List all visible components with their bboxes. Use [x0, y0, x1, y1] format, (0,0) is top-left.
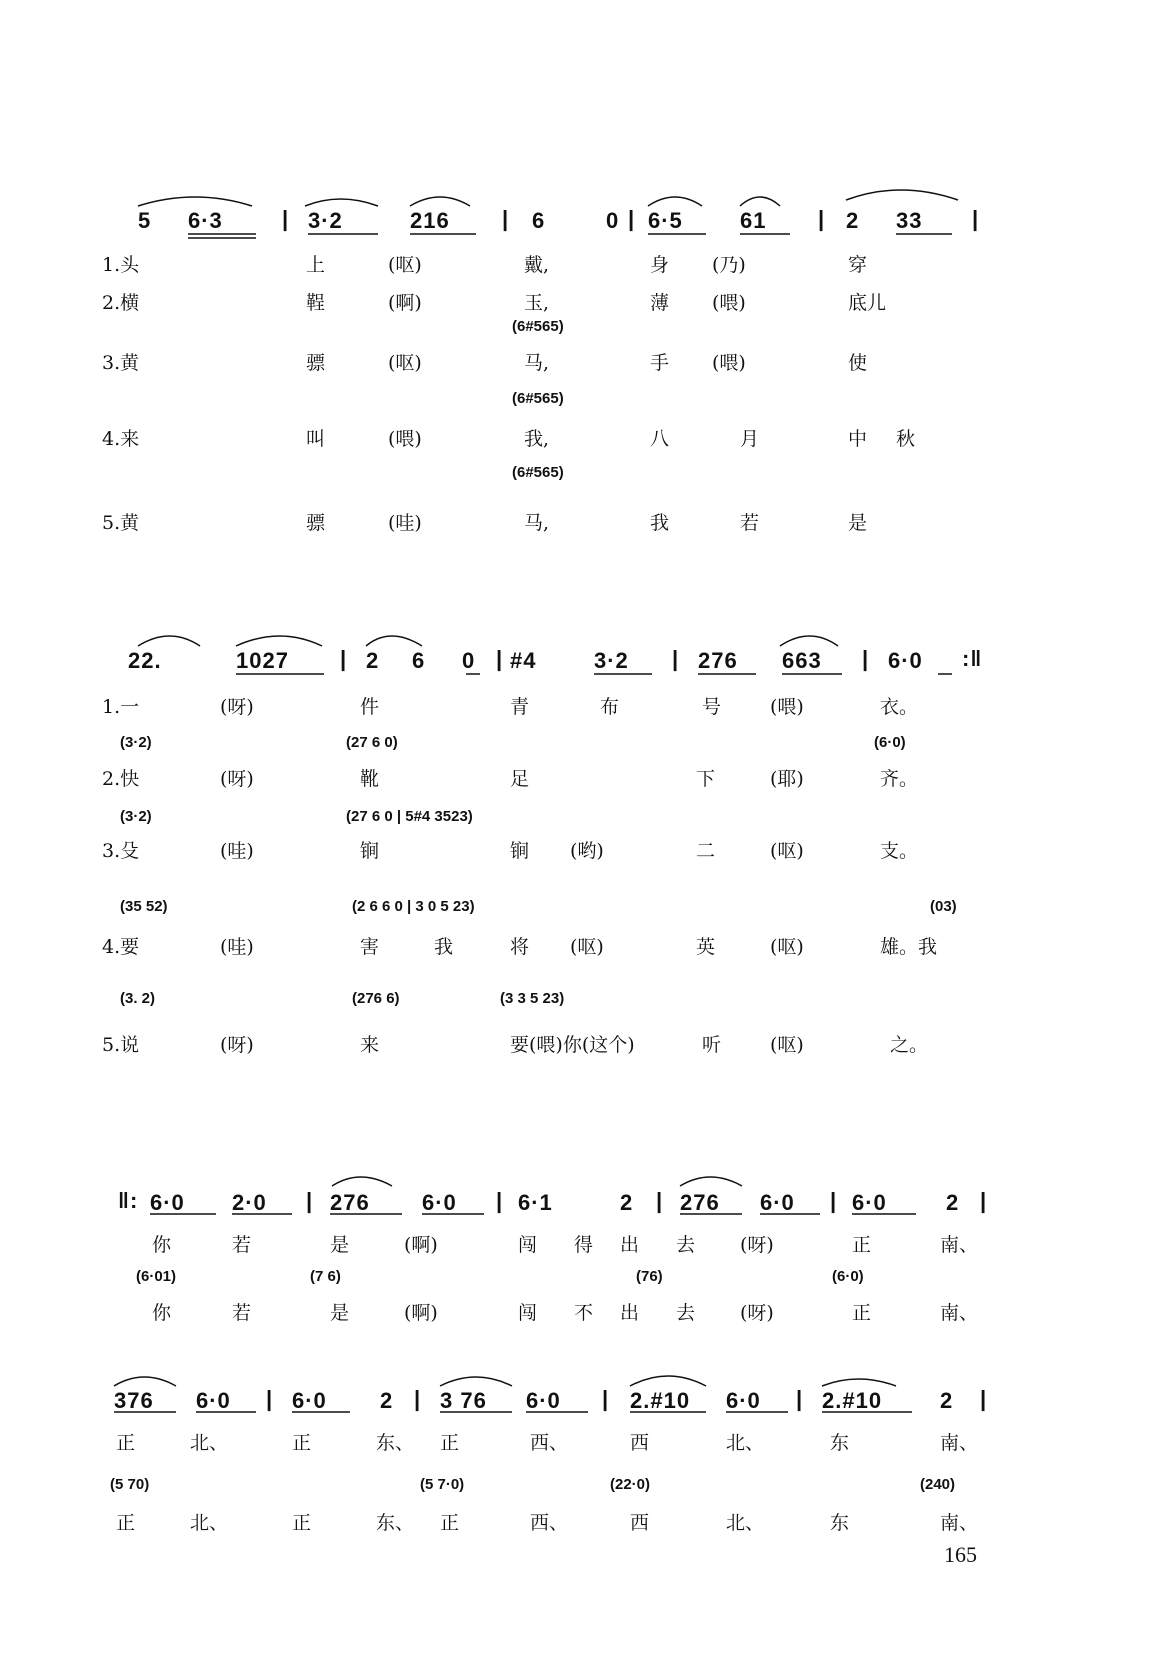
note: 276	[330, 1190, 370, 1215]
barline: |	[818, 206, 826, 231]
note: 6·0	[760, 1190, 795, 1215]
alt-figure: (6#565)	[512, 464, 564, 481]
barline: |	[672, 646, 680, 671]
note: 6·0	[196, 1388, 231, 1413]
alt-figure: (76)	[636, 1268, 663, 1285]
note: 33	[896, 208, 923, 233]
alt-figure: (5 70)	[110, 1476, 150, 1493]
note: 2	[366, 648, 380, 673]
note: 3·2	[594, 648, 629, 673]
alt-figure: (6·01)	[136, 1268, 177, 1285]
alt-figure: (22·0)	[610, 1476, 651, 1493]
barline: |	[496, 646, 504, 671]
barline: |	[502, 206, 510, 231]
note: #4	[510, 648, 537, 673]
note: 2	[940, 1388, 954, 1413]
alt-figure: (276 6)	[352, 990, 400, 1007]
note: 6·1	[518, 1190, 553, 1215]
note: 6·0	[526, 1388, 561, 1413]
alt-figure: (7 6)	[310, 1268, 341, 1285]
barline: |	[972, 206, 980, 231]
page-number: 165	[944, 1542, 977, 1567]
alt-figure: (35 52)	[120, 898, 168, 915]
note: 22.	[128, 648, 162, 673]
barline: |	[340, 646, 348, 671]
note: 2	[380, 1388, 394, 1413]
alt-figure: (240)	[920, 1476, 956, 1493]
alt-figure: (6·0)	[874, 734, 906, 751]
note: 6·0	[852, 1190, 887, 1215]
note: 216	[410, 208, 450, 233]
repeat-start: ‖:	[118, 1188, 139, 1213]
note: 6·5	[648, 208, 683, 233]
barline: |	[830, 1188, 838, 1213]
alt-figure: (6·0)	[832, 1268, 864, 1285]
note: 6·0	[726, 1388, 761, 1413]
barline: |	[980, 1188, 988, 1213]
alt-figure: (3 3 5 23)	[500, 990, 565, 1007]
alt-figure: (27 6 0 | 5#4 3523)	[346, 808, 473, 825]
barline: |	[414, 1386, 422, 1411]
note: 376	[114, 1388, 154, 1413]
barline: |	[496, 1188, 504, 1213]
alt-figure: (3·2)	[120, 808, 152, 825]
note: 2.#10	[822, 1388, 883, 1413]
alt-figure: (5 7·0)	[420, 1476, 465, 1493]
note: 276	[680, 1190, 720, 1215]
alt-figure: (2 6 6 0 | 3 0 5 23)	[352, 898, 475, 915]
barline: |	[282, 206, 290, 231]
barline: |	[980, 1386, 988, 1411]
barline: |	[602, 1386, 610, 1411]
note: 6·0	[150, 1190, 185, 1215]
note: 2·0	[232, 1190, 267, 1215]
repeat-end: :‖	[962, 646, 983, 671]
barline: |	[862, 646, 870, 671]
note: 0	[462, 648, 476, 673]
note: 276	[698, 648, 738, 673]
alt-figure: (03)	[930, 898, 957, 915]
note: 6·0	[422, 1190, 457, 1215]
note: 6·3	[188, 208, 223, 233]
note: 0	[606, 208, 620, 233]
barline: |	[656, 1188, 664, 1213]
alt-figure: (27 6 0)	[346, 734, 398, 751]
note: 3·2	[308, 208, 343, 233]
note: 2	[946, 1190, 960, 1215]
alt-figure: (3·2)	[120, 734, 152, 751]
note: 6	[412, 648, 426, 673]
note: 1027	[236, 648, 289, 673]
note: 2.#10	[630, 1388, 691, 1413]
barline: |	[796, 1386, 804, 1411]
note: 61	[740, 208, 767, 233]
note: 2	[846, 208, 860, 233]
note: 5	[138, 208, 152, 233]
note: 3 76	[440, 1388, 487, 1413]
barline: |	[306, 1188, 314, 1213]
note: 6	[532, 208, 546, 233]
barline: |	[266, 1386, 274, 1411]
alt-figure: (3. 2)	[120, 990, 156, 1007]
note: 6·0	[888, 648, 923, 673]
note: 663	[782, 648, 822, 673]
note: 6·0	[292, 1388, 327, 1413]
alt-figure: (6#565)	[512, 318, 564, 335]
music-score-page: 5 6·3 | 3·2 216 | 6 0 | 6·5 61 | 2 33 | 1.头 上 (呕) 戴, 身 (乃) 穿 2.横 鞓 (啊) 玉, 薄 (喂) 底儿 (6#565) 3.黄 骠 (呕) 马, 手 (喂) 使 (6#565) 4.来 叫 (喂) 我, 八 月 中 秋 (6#565) 5.黄 骠 (哇) 马, 我 若 是 22. 1027 | 2 6 0 | #4 3·2 | 276 663 | 6·0 :‖ 1.一 (呀) 件 青 布 号 (喂) 衣。 (3·2) (27 6 0) (6·0) 2.快 (呀) 靴 足 下 (耶) 齐。 (3·2) (27 6 0 | 5#4 3523) 3.殳 (哇) 锏 锏 (哟) 二 (呕) 支。 (35 52) (2 6 6 0 | 3 0 5 23) (03) 4.要 (哇) 害 我 将 (呕) 英 (呕) 雄。我 (3. 2) (276 6) (3 3 5 23) 5.说 (呀) 来 要(喂)你(这个) 听 (呕) 之。 ‖: 6·0 2·0 | 276 6·0 | 6·1 2 | 276 6·0 | 6·0 2 | 你 若 是 (啊) 闯 得 出 去 (呀) 正 南、 (6·01) (7 6) (76) (6·0) 你 若 是 (啊) 闯 不 出 去 (呀) 正 南、 376 6·0 | 6·0 2 | 3 76 6·0 | 2.#10 6·0 | 2.#10 2 | 正 北、 正 东、 正 西、 西 北、 东 南、 (5 70) (5 7·0) (22·0) (240) 正 北、 正 东、 正 西、 西 北、 东 南、 165	[0, 0, 1157, 1664]
note: 2	[620, 1190, 634, 1215]
barline: |	[628, 206, 636, 231]
alt-figure: (6#565)	[512, 390, 564, 407]
